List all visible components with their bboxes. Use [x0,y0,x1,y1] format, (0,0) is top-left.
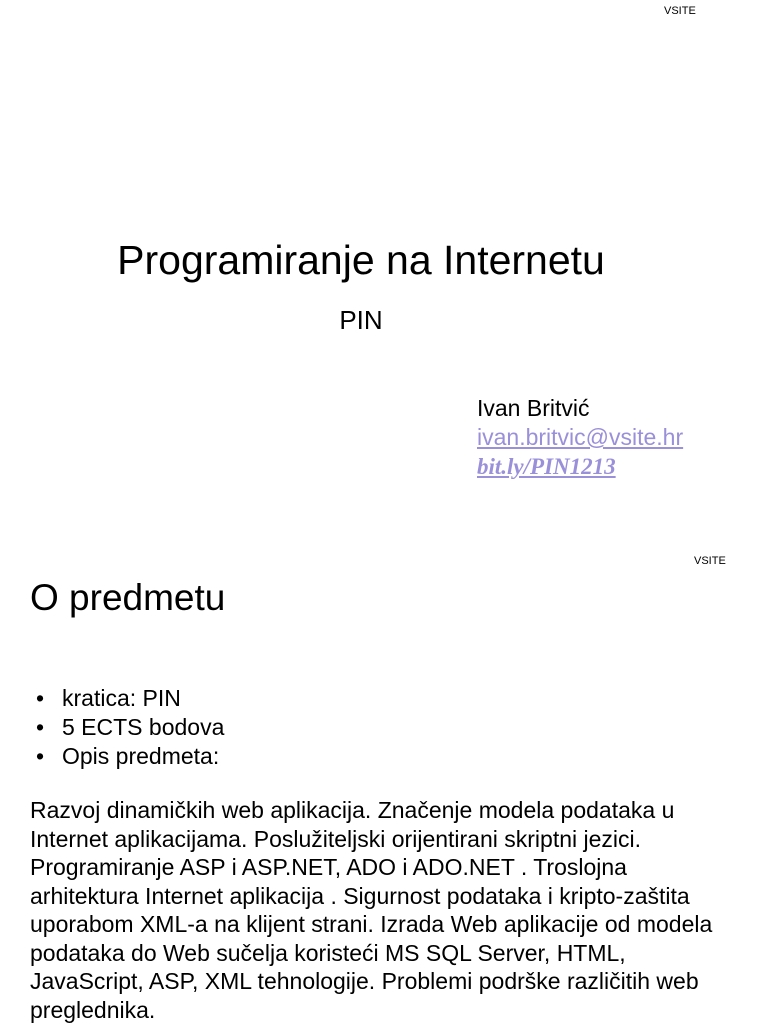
list-item [36,684,224,713]
fact-text: kratica: PIN [62,685,181,711]
fact-text: 5 ECTS bodova [62,714,225,740]
slide-title: Programiranje na Internetu [117,237,605,283]
fact-text: Opis predmeta: [62,743,220,769]
section-heading: O predmetu [30,577,226,618]
org-label: VSITE [694,555,726,567]
course-description: Razvoj dinamičkih web aplikacija. Značenje modela podataka u Internet aplikacijama. Poslužiteljski orijentirani skriptni jezici. Programiranje ASP i ASP.NET, ADO i ADO.NET . Troslojna arhitektura Internet aplikacija . Sigurnost podataka i kripto-zaštita uporabom XML-a na klijent strani. Izrada Web aplikacije od modela podataka do Web sučelja koristeći MS SQL Server, HTML, JavaScript, ASP, XML tehnologije. Problemi podrške različitih web preglednika. [30,797,713,1023]
bullet-icon: • [36,743,45,769]
author-email-link[interactable]: ivan.britvic@vsite.hr [477,424,684,450]
list-item [36,713,224,742]
author-name: Ivan Britvić [477,395,590,421]
bullet-icon: • [36,714,45,740]
org-label: VSITE [664,5,696,17]
bullet-icon: • [36,685,45,711]
course-info-slide [0,540,768,1024]
course-facts-list [36,684,224,771]
course-short-link[interactable]: bit.ly/PIN1213 [477,454,616,479]
author-block [477,394,683,481]
list-item [36,742,224,771]
slide-subtitle: PIN [339,305,383,335]
